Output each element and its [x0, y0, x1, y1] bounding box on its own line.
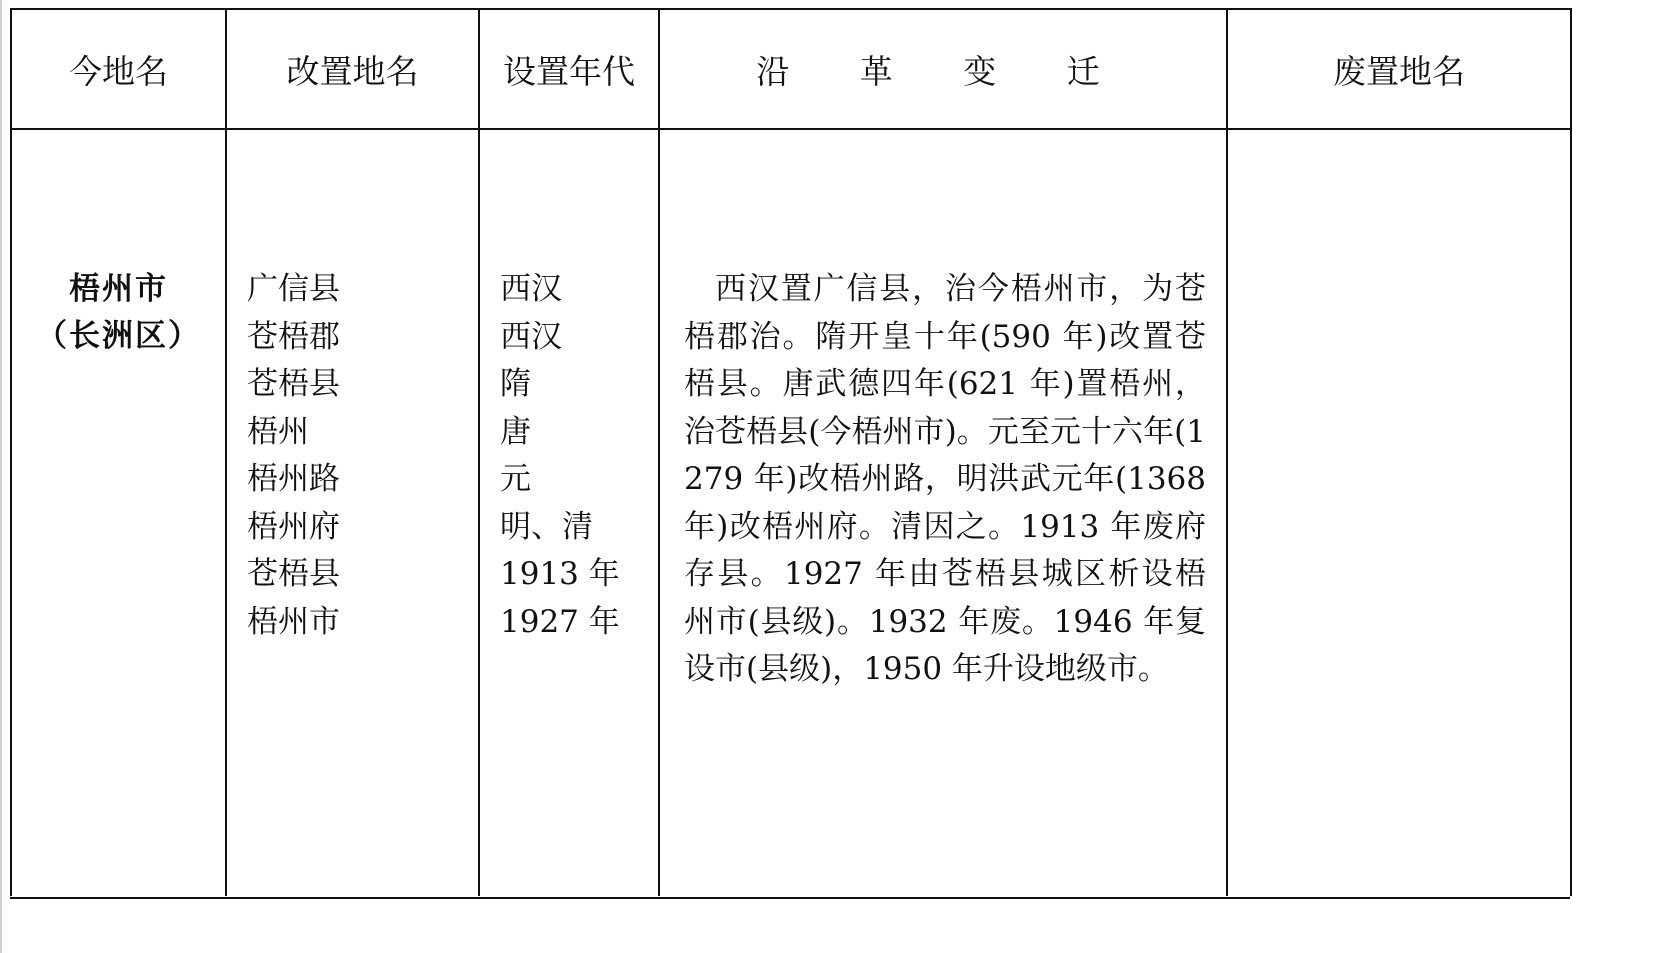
header-history — [659, 9, 1227, 129]
former-name-list — [227, 266, 478, 646]
cell-current-name — [11, 129, 226, 896]
table-row — [11, 129, 1571, 896]
former-name-item: 苍梧郡 — [247, 318, 340, 355]
table-header-row — [11, 9, 1571, 129]
cell-abolished-names — [1227, 129, 1571, 896]
header-former-name: 改置地名 — [226, 9, 479, 129]
header-current-name: 今地名 — [11, 9, 226, 129]
period-item: 隋 — [500, 366, 531, 402]
period-item: 西汉 — [500, 271, 562, 307]
period-item: 西汉 — [500, 318, 562, 355]
header-history-label: 沿 革 变 迁 — [756, 51, 1130, 91]
former-name-item: 梧州路 — [247, 461, 340, 497]
header-abolished-name: 废置地名 — [1227, 9, 1571, 129]
abolished-names-text — [1228, 130, 1570, 266]
current-district: （长洲区） — [36, 318, 201, 354]
period-item: 元 — [500, 461, 531, 497]
cell-former-names — [226, 129, 479, 896]
place-history-table — [10, 8, 1572, 896]
former-name-item: 广信县 — [247, 271, 340, 307]
page-edge-line — [0, 0, 2, 953]
former-name-item: 梧州市 — [247, 603, 340, 640]
cell-history — [659, 129, 1227, 896]
history-text: 西汉置广信县，治今梧州市，为苍梧郡治。隋开皇十年(590 年)改置苍梧县。唐武德四年(621 年)置梧州，治苍梧县(今梧州市)。元至元十六年(1279 年)改梧州路，明洪武元年(1368 年)改梧州府。清因之。1913 年废府存县。1927 年由苍梧县城区析设梧州市(县级)。1932 年废。1946 年复设市(县级)，1950 年升设地级市。 — [684, 271, 1206, 687]
period-item: 明、清 — [500, 508, 593, 545]
table-bottom-line — [10, 897, 1570, 899]
period-item: 1927 年 — [500, 603, 620, 640]
former-name-item: 苍梧县 — [247, 556, 340, 592]
current-name: 梧州市 — [69, 271, 168, 307]
period-item: 1913 年 — [500, 556, 620, 592]
period-list — [480, 266, 658, 646]
header-period: 设置年代 — [479, 9, 659, 129]
former-name-item: 苍梧县 — [247, 366, 340, 402]
period-item: 唐 — [500, 413, 531, 450]
former-name-item: 梧州 — [247, 413, 309, 450]
former-name-item: 梧州府 — [247, 508, 340, 545]
cell-periods — [479, 129, 659, 896]
